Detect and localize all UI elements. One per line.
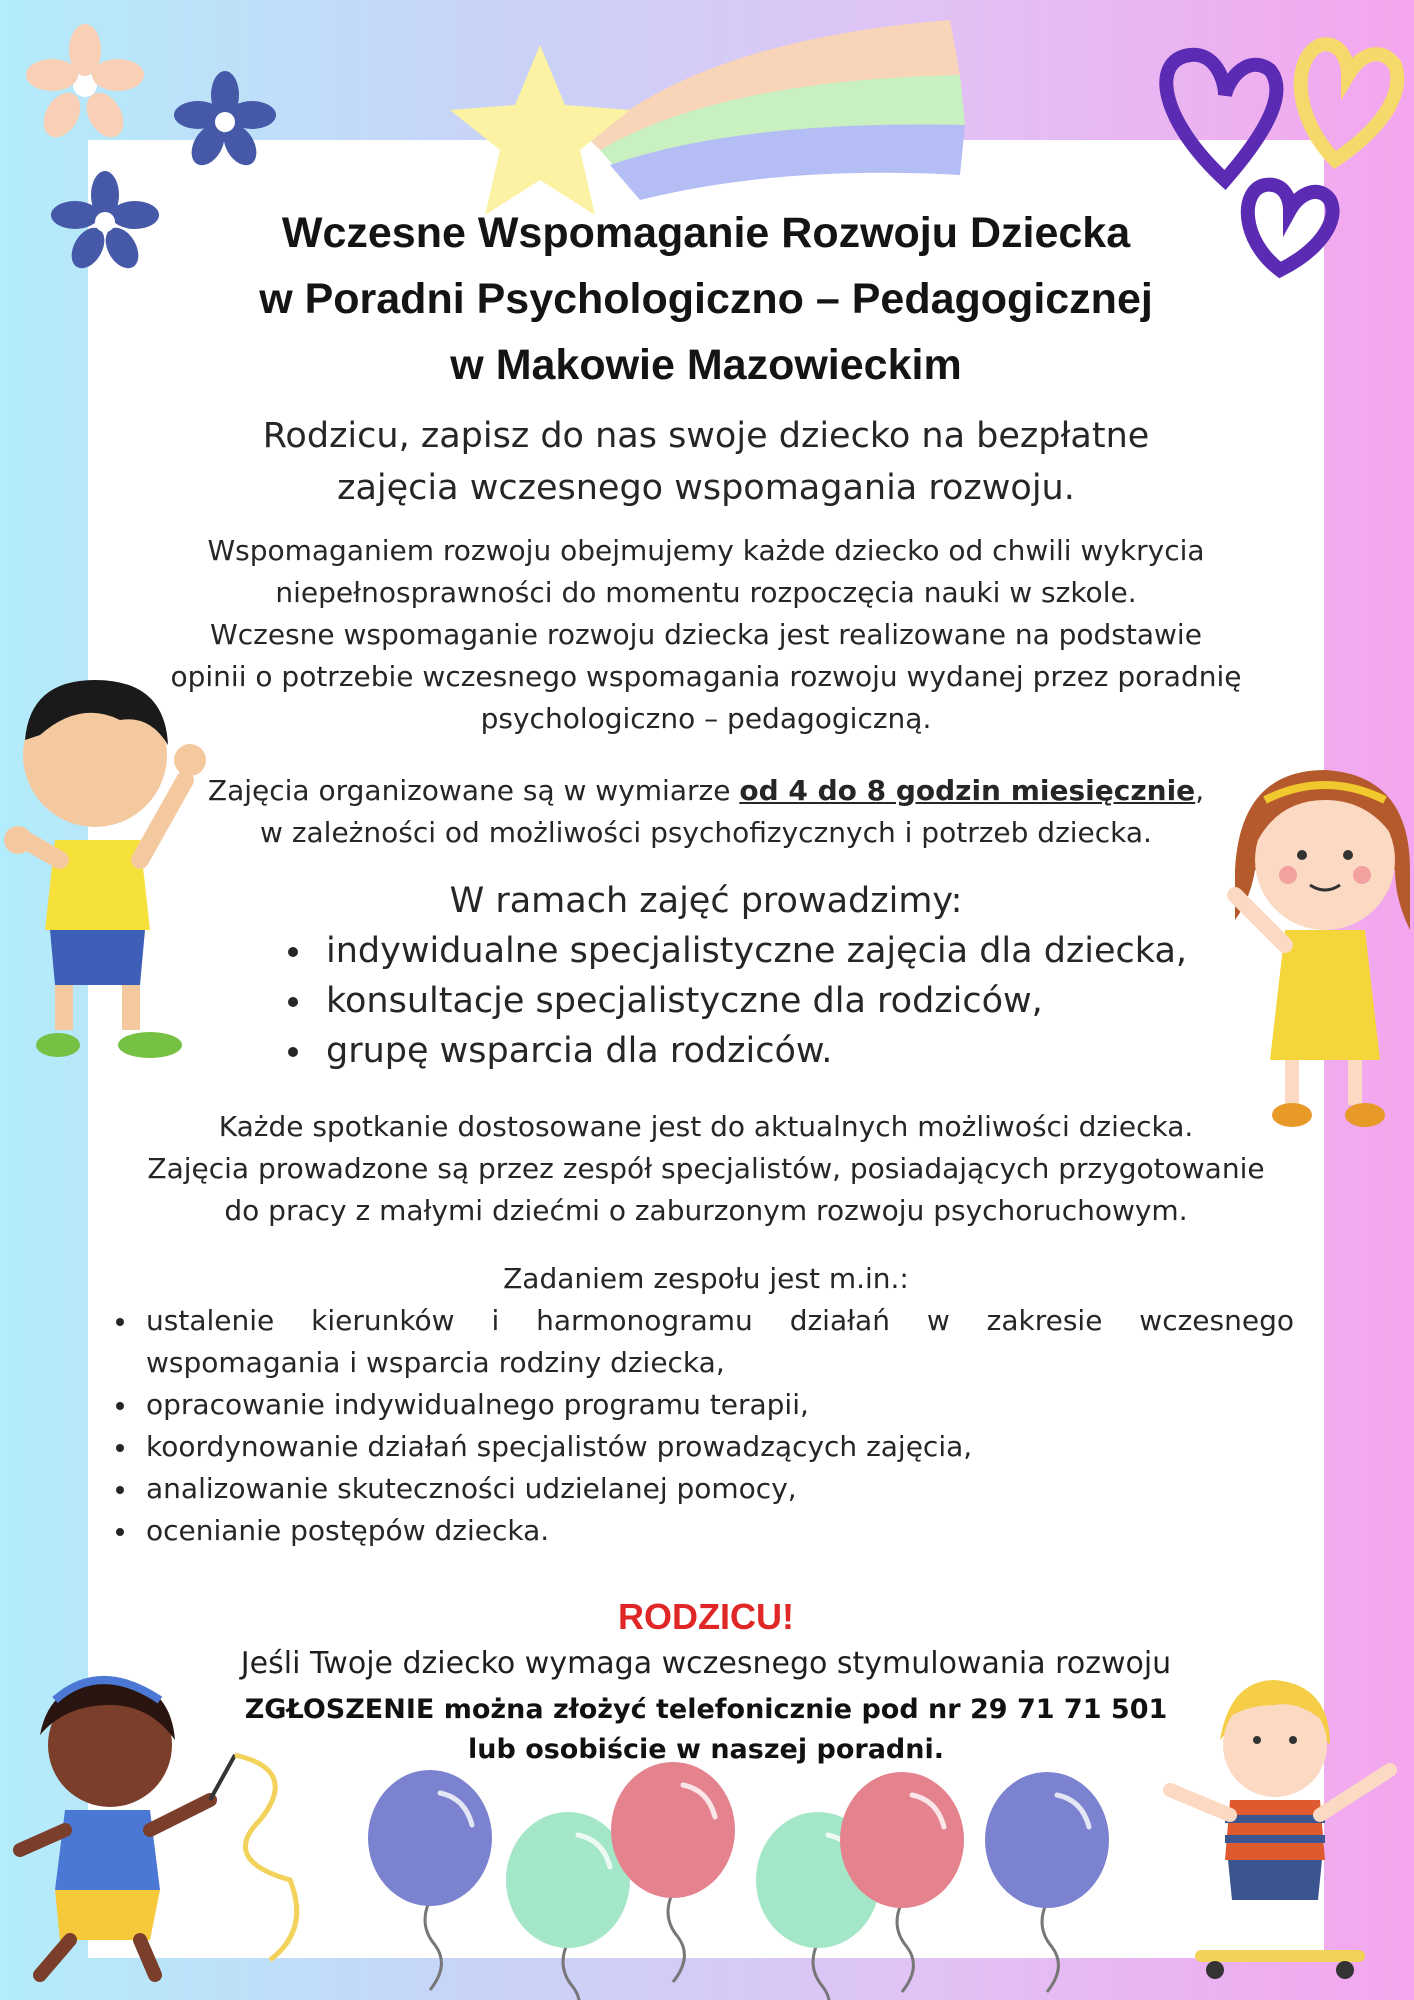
hours-prefix: Zajęcia organizowane są w wymiarze <box>207 774 740 807</box>
balloon-string <box>897 1902 913 1992</box>
title-line: w Makowie Mazowieckim <box>450 341 962 389</box>
cta-heading: RODZICU! <box>618 1596 794 1637</box>
intro-line: opinii o potrzebie wczesnego wspomagania rozwoju wydanej przez poradnię <box>170 660 1242 693</box>
content-text <box>88 200 1324 1770</box>
hours-paragraph <box>88 770 1324 854</box>
balloon-icon <box>368 1770 492 1906</box>
balloon-icon <box>611 1762 735 1898</box>
cta-in-person: lub osobiście w naszej poradni. <box>467 1734 944 1765</box>
balloon-string <box>425 1900 441 1990</box>
services-list <box>88 926 1324 1076</box>
list-item: analizowanie skuteczności udzielanej pomocy, <box>112 1468 1294 1510</box>
list-item: ustalenie kierunków i harmonogramu działań w zakresie wczesnego wspomagania i wsparcia rodziny dziecka, <box>112 1300 1294 1384</box>
balloon-string <box>668 1892 684 1982</box>
hours-emphasis: od 4 do 8 godzin miesięcznie <box>739 774 1196 807</box>
list-item: indywidualne specjalistyczne zajęcia dla dziecka, <box>278 926 1324 976</box>
intro-line: niepełnosprawności do momentu rozpoczęcia nauki w szkole. <box>275 576 1137 609</box>
tasks-list <box>88 1300 1324 1552</box>
list-item: konsultacje specjalistyczne dla rodziców, <box>278 976 1324 1026</box>
cta-phone: ZGŁOSZENIE można złożyć telefonicznie pod nr 29 71 71 501 <box>244 1694 1168 1725</box>
list-item: koordynowanie działań specjalistów prowadzących zajęcia, <box>112 1426 1294 1468</box>
balloon-icon <box>840 1772 964 1908</box>
intro-paragraph <box>88 530 1324 740</box>
tasks-heading: Zadaniem zespołu jest m.in.: <box>503 1262 909 1295</box>
title-line: Wczesne Wspomaganie Rozwoju Dziecka <box>281 209 1131 257</box>
subtitle-line: Rodzicu, zapisz do nas swoje dziecko na bezpłatne <box>262 416 1150 456</box>
subtitle-line: zajęcia wczesnego wspomagania rozwoju. <box>337 468 1075 508</box>
cta-line: Jeśli Twoje dziecko wymaga wczesnego stymulowania rozwoju <box>240 1646 1172 1681</box>
team-line: Każde spotkanie dostosowane jest do aktualnych możliwości dziecka. <box>218 1110 1194 1143</box>
services-heading: W ramach zajęć prowadzimy: <box>449 881 963 921</box>
balloon-string <box>1042 1902 1058 1992</box>
hours-suffix: , <box>1195 774 1205 807</box>
list-item: ocenianie postępów dziecka. <box>112 1510 1294 1552</box>
team-line: Zajęcia prowadzone są przez zespół specjalistów, posiadających przygotowanie <box>147 1152 1265 1185</box>
subtitle <box>88 410 1324 514</box>
balloon-string <box>813 1942 829 2000</box>
team-line: do pracy z małymi dziećmi o zaburzonym rozwoju psychoruchowym. <box>224 1194 1188 1227</box>
list-item: grupę wsparcia dla rodziców. <box>278 1026 1324 1076</box>
balloon-string <box>563 1942 579 2000</box>
intro-line: Wspomaganiem rozwoju obejmujemy każde dziecko od chwili wykrycia <box>207 534 1205 567</box>
page-title <box>88 200 1324 398</box>
hours-line: w zależności od możliwości psychofizycznych i potrzeb dziecka. <box>260 816 1152 849</box>
cta-contact <box>88 1690 1324 1770</box>
list-item: opracowanie indywidualnego programu terapii, <box>112 1384 1294 1426</box>
title-line: w Poradni Psychologiczno – Pedagogicznej <box>259 275 1153 323</box>
intro-line: psychologiczno – pedagogiczną. <box>480 702 932 735</box>
team-paragraph <box>88 1106 1324 1232</box>
balloon-icon <box>985 1772 1109 1908</box>
intro-line: Wczesne wspomaganie rozwoju dziecka jest realizowane na podstawie <box>210 618 1202 651</box>
